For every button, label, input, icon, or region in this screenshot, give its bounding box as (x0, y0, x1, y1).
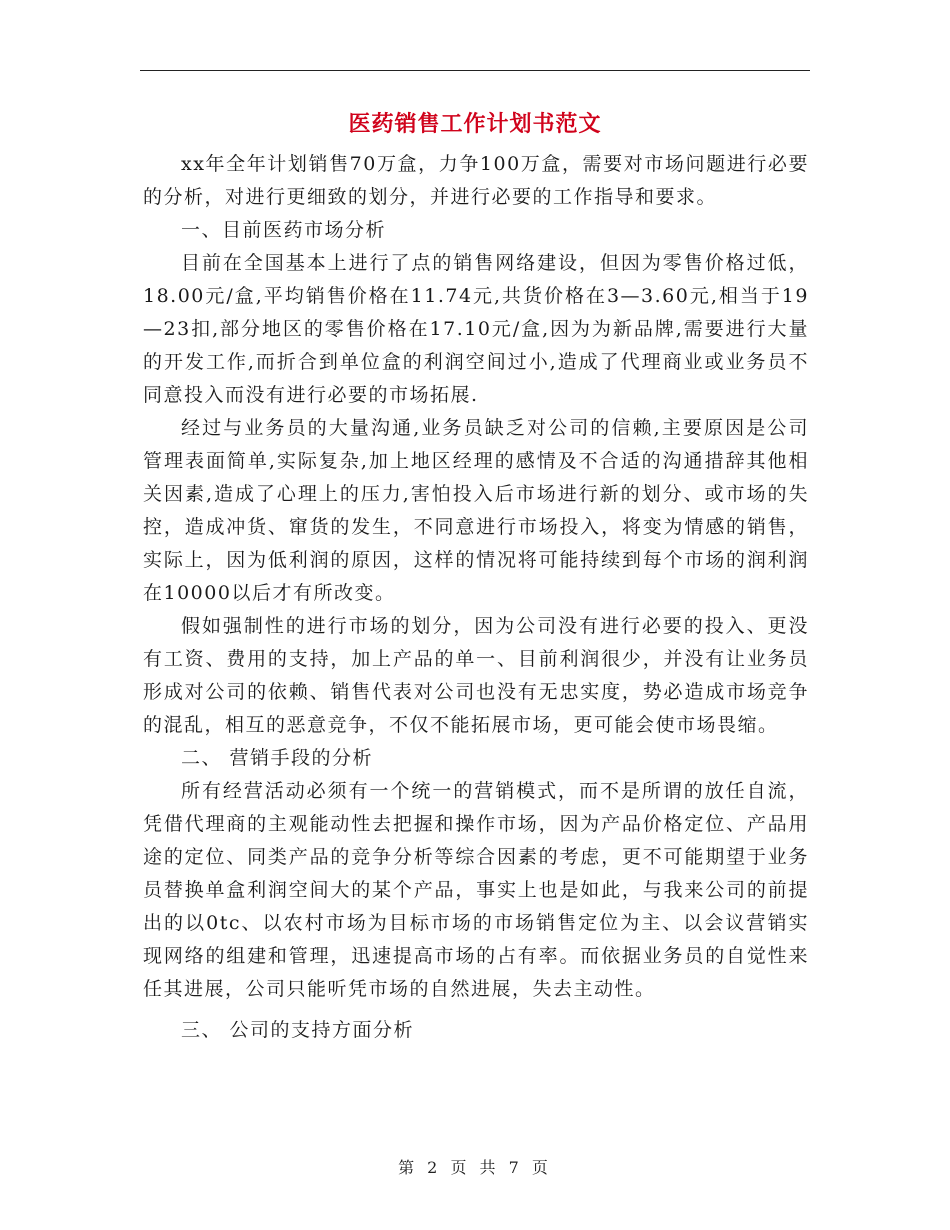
paragraph-marketing: 所有经营活动必须有一个统一的营销模式，而不是所谓的放任自流，凭借代理商的主观能动性去把握和操作市场，因为产品价格定位、产品用途的定位、同类产品的竞争分析等综合因素的考虑，更不可能期望于业务员替换单盒利润空间大的某个产品，事实上也是如此，与我来公司的前提出的以0tc、以农村市场为目标市场的市场销售定位为主、以会议营销实现网络的组建和管理，迅速提高市场的占有率。而依据业务员的自觉性来任其进展，公司只能听凭市场的自然进展，失去主动性。 (143, 780, 809, 1000)
paragraph-market-3: 假如强制性的进行市场的划分，因为公司没有进行必要的投入、更没有工资、费用的支持，加上产品的单一、目前利润很少，并没有让业务员形成对公司的依赖、销售代表对公司也没有无忠实度，势必造成市场竞争的混乱，相互的恶意竞争，不仅不能拓展市场，更可能会使市场畏缩。 (143, 615, 809, 736)
paragraph-intro: xx年全年计划销售70万盒，力争100万盒，需要对市场问题进行必要的分析，对进行更细致的划分，并进行必要的工作指导和要求。 (143, 153, 809, 208)
paragraph-market-2: 经过与业务员的大量沟通,业务员缺乏对公司的信赖,主要原因是公司管理表面简单,实际复杂,加上地区经理的感情及不合适的沟通措辞其他相关因素,造成了心理上的压力,害怕投入后市场进行新的划分、或市场的失控，造成冲货、窜货的发生，不同意进行市场投入，将变为情感的销售，实际上，因为低利润的原因，这样的情况将可能持续到每个市场的润利润在10000以后才有所改变。 (143, 417, 809, 604)
document-title: 医药销售工作计划书范文 (348, 112, 602, 137)
page-footer: 第 2 页 共 7 页 (398, 1158, 552, 1177)
header-rule (140, 70, 810, 71)
section-heading-1: 一、目前医药市场分析 (181, 219, 387, 241)
section-heading-3: 三、 公司的支持方面分析 (181, 1019, 415, 1041)
document-body (143, 148, 809, 1047)
section-heading-2: 二、 营销手段的分析 (181, 747, 374, 769)
paragraph-market-1: 目前在全国基本上进行了点的销售网络建设，但因为零售价格过低，18.00元/盒,平均销售价格在11.74元,共货价格在3—3.60元,相当于19—23扣,部分地区的零售价格在17.10元/盒,因为为新品牌,需要进行大量的开发工作,而折合到单位盒的利润空间过小,造成了代理商业或业务员不同意投入而没有进行必要的市场拓展. (143, 252, 809, 406)
